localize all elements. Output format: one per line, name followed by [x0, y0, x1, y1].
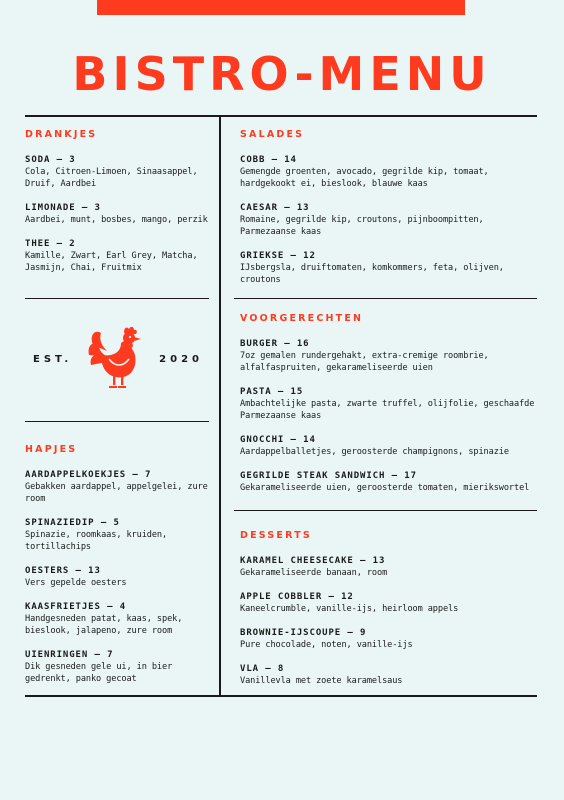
item-name: AARDAPPELKOEKJES – 7 [25, 470, 152, 480]
menu-item [25, 238, 215, 274]
item-desc: Gekarameliseerde banaan, room [240, 568, 388, 578]
established-badge [25, 325, 209, 395]
menu-item [25, 601, 217, 637]
est-label: EST. [33, 354, 73, 365]
menu-item [240, 663, 536, 687]
menu-title: BISTRO-MENU [72, 47, 492, 101]
item-desc: Handgesneden patat, kaas, spek, bieslook, jalapeno, zure room [25, 614, 183, 636]
item-name: COBB – 14 [240, 155, 297, 165]
menu-item [25, 649, 217, 685]
item-name: APPLE COBBLER – 12 [240, 592, 354, 602]
item-desc: Spinazie, roomkaas, kruiden, tortillachips [25, 530, 168, 552]
item-desc: Kaneelcrumble, vanille-ijs, heirloom appels [240, 604, 459, 614]
item-desc: Vers gepelde oesters [25, 578, 127, 588]
menu-item [240, 338, 536, 374]
menu-item [240, 555, 536, 579]
item-name: KAASFRIETJES – 4 [25, 602, 127, 612]
item-name: THEE – 2 [25, 239, 76, 249]
column-divider [219, 115, 221, 697]
section-drankjes [25, 129, 215, 286]
section-heading: SALADES [240, 129, 305, 140]
menu-item [240, 250, 536, 286]
item-desc: Vanillevla met zoete karamelsaus [240, 676, 403, 686]
menu-item [25, 565, 217, 589]
section-salades [240, 129, 536, 298]
menu-item [25, 469, 217, 505]
menu-item [240, 202, 536, 238]
item-name: UIENRINGEN – 7 [25, 650, 114, 660]
menu-item [240, 627, 536, 651]
menu-item [240, 154, 536, 190]
item-name: GNOCCHI – 14 [240, 435, 316, 445]
item-name: KARAMEL CHEESECAKE – 13 [240, 556, 386, 566]
item-desc: Aardappelballetjes, geroosterde champignons, spinazie [240, 447, 509, 457]
item-name: LIMONADE – 3 [25, 203, 101, 213]
section-desserts [240, 530, 536, 699]
item-name: VLA – 8 [240, 664, 285, 674]
item-name: SODA – 3 [25, 155, 76, 165]
item-name: OESTERS – 13 [25, 566, 101, 576]
item-desc: Pure chocolade, noten, vanille-ijs [240, 640, 413, 650]
menu-item [240, 591, 536, 615]
item-desc: 7oz gemalen rundergehakt, extra-cremige roombrie, alfalfaspruiten, gekarameliseerde uien [240, 351, 489, 373]
right-rule-lower [234, 510, 537, 511]
top-accent-bar [97, 0, 465, 15]
menu-item [240, 434, 536, 458]
item-desc: Gebakken aardappel, appelgelei, zure room [25, 482, 208, 504]
menu-item [25, 517, 217, 553]
item-desc: Kamille, Zwart, Earl Grey, Matcha, Jasmijn, Chai, Fruitmix [25, 251, 198, 273]
menu-item [240, 470, 536, 494]
top-rule [25, 115, 537, 117]
item-desc: Ambachtelijke pasta, zwarte truffel, olijfolie, geschaafde Parmezaanse kaas [240, 399, 535, 421]
left-rule-lower [25, 421, 209, 422]
item-name: SPINAZIEDIP – 5 [25, 518, 120, 528]
year-label: 2020 [159, 354, 203, 365]
left-rule-upper [25, 298, 209, 299]
item-desc: Gemengde groenten, avocado, gegrilde kip, tomaat, hardgekookt ei, bieslook, blauwe kaas [240, 167, 489, 189]
menu-item [240, 386, 536, 422]
section-heading: VOORGERECHTEN [240, 313, 364, 324]
section-voorgerechten [240, 313, 536, 506]
item-name: BROWNIE-IJSCOUPE – 9 [240, 628, 367, 638]
item-name: GRIEKSE – 12 [240, 251, 316, 261]
item-desc: Cola, Citroen-Limoen, Sinaasappel, Druif, Aardbei [25, 167, 198, 189]
rooster-icon [87, 325, 147, 391]
item-name: PASTA – 15 [240, 387, 304, 397]
item-desc: IJsbergsla, druiftomaten, komkommers, feta, olijven, croutons [240, 263, 504, 285]
section-hapjes [25, 444, 217, 697]
menu-item [25, 154, 215, 190]
item-desc: Dik gesneden gele ui, in bier gedrenkt, panko gecoat [25, 662, 173, 684]
menu-item [25, 202, 215, 226]
item-name: CAESAR – 13 [240, 203, 310, 213]
section-heading: DESSERTS [240, 530, 312, 541]
section-heading: HAPJES [25, 444, 78, 455]
item-desc: Aardbei, munt, bosbes, mango, perzik [25, 215, 208, 225]
item-name: GEGRILDE STEAK SANDWICH – 17 [240, 471, 417, 481]
item-name: BURGER – 16 [240, 339, 310, 349]
item-desc: Romaine, gegrilde kip, croutons, pijnboompitten, Parmezaanse kaas [240, 215, 484, 237]
item-desc: Gekarameliseerde uien, geroosterde tomaten, mierikswortel [240, 483, 530, 493]
right-rule-upper [234, 298, 537, 299]
section-heading: DRANKJES [25, 129, 98, 140]
